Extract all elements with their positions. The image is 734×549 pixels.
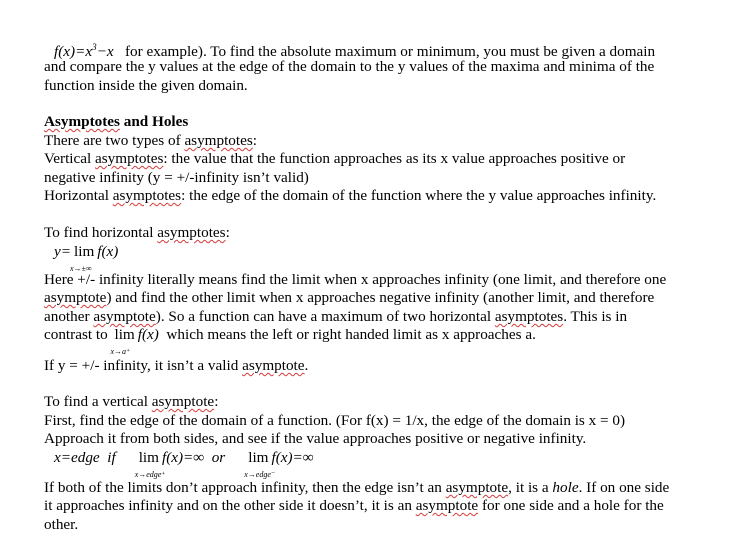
- paragraph-line: function inside the given domain.: [44, 77, 248, 94]
- paragraph-line: Approach it from both sides, and see if the value approaches positive or negative infinity.: [44, 430, 587, 447]
- paragraph-line: another asymptote). So a function can have a maximum of two horizontal asymptotes. This is in: [44, 308, 628, 325]
- paragraph-line: To find a vertical asymptote:: [44, 393, 219, 410]
- paragraph-line: First, find the edge of the domain of a function. (For f(x) = 1/x, the edge of the domain is x = 0): [44, 412, 626, 429]
- paragraph-line: If both of the limits don’t approach infinity, then the edge isn’t an asymptote, it is a hole. If on one side: [44, 479, 670, 496]
- formula-horizontal: y= lim x→±∞ f(x): [54, 243, 119, 273]
- formula-fx: $f(x)=x^3-x$: [54, 42, 114, 61]
- paragraph-line: There are two types of asymptotes:: [44, 132, 258, 149]
- paragraph-line: and compare the y values at the edge of the domain to the y values of the maxima and minima of the: [44, 58, 655, 75]
- paragraph-line: Horizontal asymptotes: the edge of the domain of the function where the y value approaches infinity.: [44, 187, 657, 204]
- paragraph-line: Here +/- infinity literally means find the limit when x approaches infinity (one limit, and therefore one: [44, 271, 667, 288]
- paragraph-line: $f(x)=x^3-x$ for example). To find the absolute maximum or minimum, you must be given a domain: [54, 42, 656, 61]
- paragraph-line: To find horizontal asymptotes:: [44, 224, 230, 241]
- formula-vertical: x=edge if lim x→edge⁺ f(x)=∞ or lim x→edge⁻ f(x)=∞: [54, 449, 314, 479]
- paragraph-line: contrast to lim x→a⁺ f(x) which means the left or right handed limit as x approaches a.: [44, 326, 536, 356]
- paragraph-line: If y = +/- infinity, it isn’t a valid asymptote.: [44, 357, 309, 374]
- paragraph-line: asymptote) and find the other limit when x approaches negative infinity (another limit, and therefore: [44, 289, 655, 306]
- section-heading: Asymptotes and Holes: [44, 113, 189, 130]
- paragraph-line: Vertical asymptotes: the value that the function approaches as its x value approaches positive or: [44, 150, 626, 167]
- paragraph-line: it approaches infinity and on the other side it doesn’t, it is an asymptote for one side and a hole for the: [44, 497, 664, 514]
- paragraph-line: other.: [44, 516, 79, 533]
- paragraph-line: negative infinity (y = +/-infinity isn’t valid): [44, 169, 309, 186]
